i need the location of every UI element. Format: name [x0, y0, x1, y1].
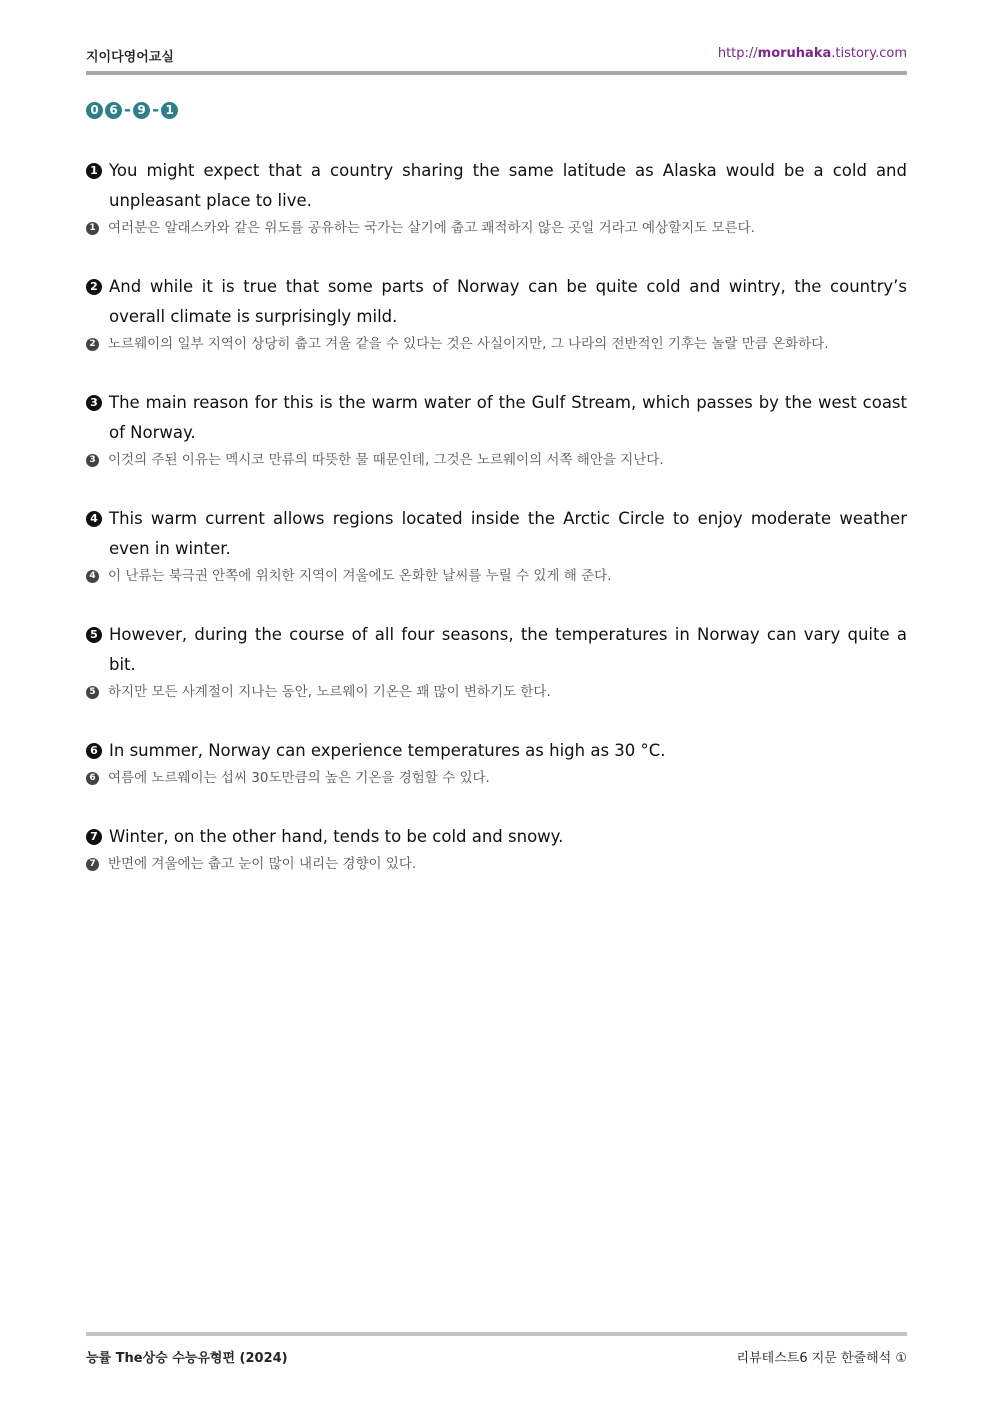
url-prefix: http:// [717, 46, 758, 61]
code-dash: - [124, 99, 132, 120]
korean-translation [86, 563, 907, 590]
english-sentence [86, 388, 907, 448]
url-suffix: .tistory.com [831, 46, 907, 61]
korean-text: 이 난류는 북극권 안쪽에 위치한 지역이 겨울에도 온화한 날씨를 누릴 수 있게 해 준다. [108, 568, 612, 584]
english-text: The main reason for this is the warm water of the Gulf Stream, which passes by the west coast of Norway. [109, 393, 907, 442]
english-sentence [86, 736, 907, 766]
header-divider [86, 71, 907, 75]
section-title: 리뷰테스트6 지문 한줄해석 ① [736, 1351, 907, 1366]
sentence-item [86, 504, 907, 590]
translation-number: 7 [86, 858, 99, 871]
korean-translation [86, 331, 907, 358]
english-sentence [86, 822, 907, 852]
url-bold: moruhaka [757, 46, 832, 61]
code-digit-2: 6 [105, 102, 122, 119]
code-dash: - [152, 99, 160, 120]
korean-text: 여러분은 알래스카와 같은 위도를 공유하는 국가는 살기에 춥고 쾌적하지 않은 곳일 거라고 예상할지도 모른다. [108, 220, 755, 236]
english-text: This warm current allows regions located inside the Arctic Circle to enjoy moderate weather even in winter. [109, 509, 907, 558]
english-sentence [86, 272, 907, 332]
korean-translation [86, 679, 907, 706]
sentence-item [86, 620, 907, 706]
site-url[interactable] [718, 46, 907, 61]
english-sentence [86, 620, 907, 680]
translation-number: 3 [86, 454, 99, 467]
sentence-number: 1 [86, 163, 102, 179]
sentence-number: 6 [86, 743, 102, 759]
korean-translation [86, 215, 907, 242]
korean-text: 여름에 노르웨이는 섭씨 30도만큼의 높은 기온을 경험할 수 있다. [108, 770, 490, 786]
passage-code [86, 100, 178, 120]
sentence-item [86, 736, 907, 792]
english-sentence [86, 504, 907, 564]
english-text: You might expect that a country sharing the same latitude as Alaska would be a cold and unpleasant place to live. [109, 161, 907, 210]
translation-number: 6 [86, 772, 99, 785]
sentence-item [86, 388, 907, 474]
sentence-number: 5 [86, 627, 102, 643]
sentence-number: 2 [86, 279, 102, 295]
english-text: And while it is true that some parts of Norway can be quite cold and wintry, the country’s overall climate is surprisingly mild. [109, 277, 907, 326]
english-text: Winter, on the other hand, tends to be cold and snowy. [109, 827, 564, 846]
translation-number: 4 [86, 570, 99, 583]
korean-text: 하지만 모든 사계절이 지나는 동안, 노르웨이 기온은 꽤 많이 변하기도 한다. [108, 684, 551, 700]
korean-translation [86, 447, 907, 474]
code-digit-3: 9 [133, 102, 150, 119]
translation-number: 1 [86, 222, 99, 235]
korean-text: 반면에 겨울에는 춥고 눈이 많이 내리는 경향이 있다. [108, 856, 417, 872]
sentence-number: 3 [86, 395, 102, 411]
sentence-number: 4 [86, 511, 102, 527]
translation-number: 2 [86, 338, 99, 351]
sentence-number: 7 [86, 829, 102, 845]
footer-divider [86, 1332, 907, 1336]
english-sentence [86, 156, 907, 216]
sentence-list [86, 156, 907, 878]
book-title: 능률 The상승 수능유형편 (2024) [86, 1351, 288, 1366]
code-digit-4: 1 [161, 102, 178, 119]
code-digit-1: 0 [86, 102, 103, 119]
english-text: However, during the course of all four seasons, the temperatures in Norway can vary quite a bit. [109, 625, 907, 674]
sentence-item [86, 272, 907, 358]
sentence-item [86, 156, 907, 242]
korean-translation [86, 765, 907, 792]
sentence-item [86, 822, 907, 878]
english-text: In summer, Norway can experience temperatures as high as 30 °C. [109, 741, 666, 760]
korean-text: 이것의 주된 이유는 멕시코 만류의 따뜻한 물 때문인데, 그것은 노르웨이의 서쪽 해안을 지난다. [108, 452, 664, 468]
site-name: 지이다영어교실 [86, 50, 174, 65]
korean-text: 노르웨이의 일부 지역이 상당히 춥고 겨울 같을 수 있다는 것은 사실이지만, 그 나라의 전반적인 기후는 놀랄 만큼 온화하다. [108, 336, 829, 352]
translation-number: 5 [86, 686, 99, 699]
page-header [86, 44, 907, 66]
korean-translation [86, 851, 907, 878]
